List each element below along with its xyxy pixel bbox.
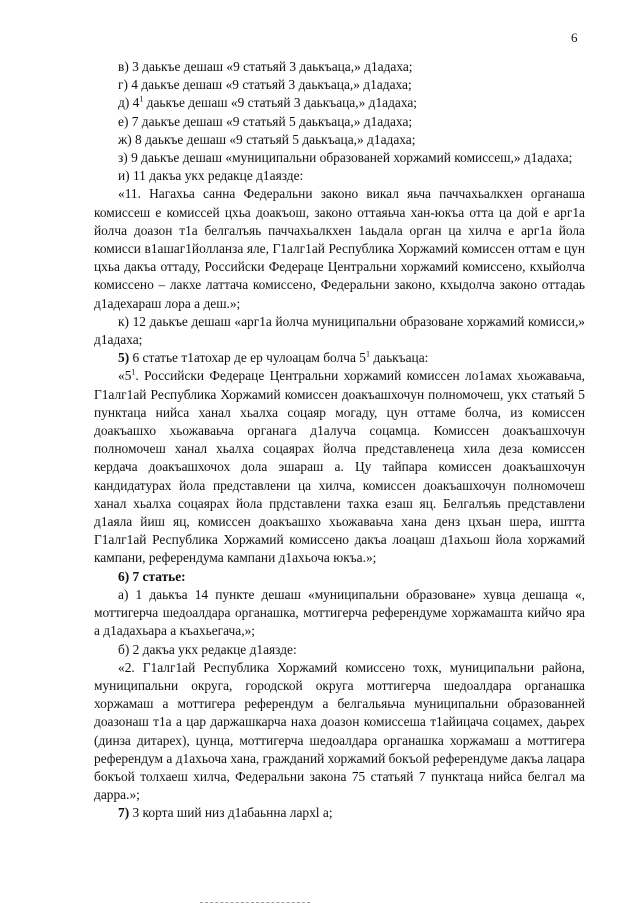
paragraph-item-7: 7) 3 корта ший низ д1абаьнна лархl а;: [118, 805, 333, 821]
paragraph-zh: ж) 8 даькъе дешаш «9 статьяй 5 даькъаца,» д1адаха;: [118, 131, 416, 147]
paragraph-quote-11: «11. Нагахьа санна Федеральни законо викал яьча паччахьалкхен органаша комиссеш е комиссей цхьа доакъош, законо оттаяьча хан-юкъа отта ца дой е арг1а йолча доазон т1а белгалъяь паччахьалкхен 1аьдала орган ца хилча е арг1а йола комисси в1ашаг1йолланза яле, Г1алг1ай Республика Хоржамий комиссен оттам е цун цхьа дакъа оттаду, Российски Федераце Центральни хоржамий комиссено, кхыйолча комиссено – лакхе латтача комиссено, Федеральни законо, кхыдолча законо оттадаь д1адехараш лора а деш.»;: [94, 186, 585, 311]
paragraph-quote-2: «2. Г1алг1ай Республика Хоржамий комиссено тохк, муниципальни района, муниципальни округа, городской округа моттигерча шедоалдара органашка хоржамаш а моттигера референдум а белгальяьча муниципальни образованней доазонаш т1а а цар даржашкарча наха доазон комиссеша т1айицача соцамех, даьрех (динза дитарех), цунца, моттигерча шедоалдара органашка хоржамаш а моттигера референдум а д1ахьоча хана, гражданий хоржамий бокъой референдуме дакъа лацара бокъой толхаеш хилча, Федеральни закона 75 статьяй 7 пунктаца нийса белгал ма дарра.»;: [94, 659, 585, 803]
paragraph-e: е) 7 даькъе дешаш «9 статьяй 5 даькъаца,» д1адаха;: [118, 113, 413, 129]
paragraph-i: и) 11 дакъа укх редакце д1аязде:: [118, 168, 304, 184]
paragraph-item-5: 5) 6 статье т1атохар де ер чулоацам болча $5^1$ даькъаца:: [118, 349, 429, 366]
paragraph-b: б) 2 дакъа укх редакце д1аязде:: [118, 641, 297, 657]
paragraph-quote-5-1: «$5^1$. Российски Федераце Центральни хоржамий комиссен ло1амах хьожаваьча, Г1алг1ай Республика Хоржамий комиссен доакъашхочун полномочеш, укх статьяй 5 пунктаца нийса ханал хьалха соцаяр могаду, цун оттаме болча, из комиссен доакъашхо хьожаваьча органага д1алуча соцамца. Комиссен доакъашхочун полномочеш ханал хьалха соцаярах йолча представленеца хила деза комиссен кердача доакъашхочох дола эшараш а. Цу тайпара комиссен доакъашхочун кандидатурах йола представлени ца хилча, комиссен доакъашхочун полномочеш ханал хьалха соцаярах йола прдставлени тахка езаш яц. Белгалъяь представлени д1аяла йиш яц, комиссен доакъашхо хьожаваьча хана денз цхьан шера, иштта Г1алг1ай Республика Хоржамий комиссено дакъа лоацаш д1ахьош йола хоржамий кампани, референдума кампани д1ахьоча юкъа.»;: [94, 367, 585, 566]
paragraph-item-6: 6) 7 статье:: [118, 568, 186, 584]
page-number: 6: [571, 30, 578, 45]
scan-artifact: [200, 898, 310, 903]
document-body: [94, 58, 585, 823]
paragraph-v: в) 3 даькъе дешаш «9 статьяй 3 даькъаца,» д1адаха;: [118, 59, 413, 74]
paragraph-g: г) 4 даькъе дешаш «9 статьяй 3 даькъаца,» д1адаха;: [118, 77, 412, 93]
paragraph-a: а) 1 даькъа 14 пункте дешаш «муниципальни образоване» хувца дешаща «, моттигерча шедоалдара органашка, моттигерча референдуме хоржамашта кийчо яра а д1адахьара а къахьегача,»;: [94, 586, 585, 639]
paragraph-d: д) $4^1$ даькъе дешаш «9 статьяй 3 даькъаца,» д1адаха;: [118, 94, 418, 111]
paragraph-z: з) 9 даькъе дешаш «муниципальни образованей хоржамий комиссеш,» д1адаха;: [118, 150, 573, 166]
paragraph-k: к) 12 даькъе дешаш «арг1а йолча муниципальни образоване хоржамий комисси,» д1адаха;: [94, 313, 585, 348]
